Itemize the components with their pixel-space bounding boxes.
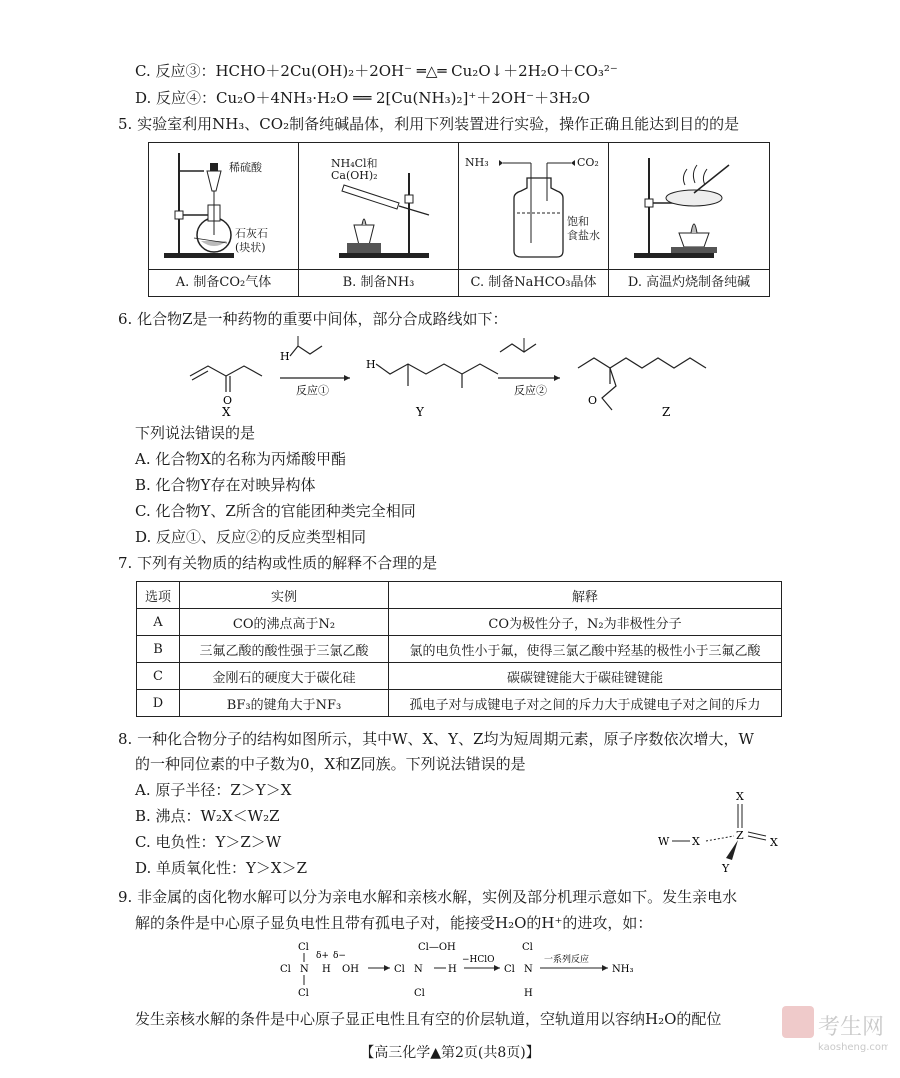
y-aldehyde-h: H xyxy=(366,358,376,371)
header-example: 实例 xyxy=(180,582,389,609)
mech-n: N xyxy=(300,964,309,975)
label-dilute-acid: 稀硫酸 xyxy=(229,161,262,174)
watermark-text: 考生网 xyxy=(818,1015,885,1040)
label-brine-1: 饱和 xyxy=(567,215,589,228)
apparatus-b-drawing xyxy=(299,143,459,270)
cell-option: D xyxy=(137,690,180,717)
q8-option-a: A. 原子半径：Z＞Y＞X xyxy=(135,781,292,799)
watermark-url: kaosheng.com xyxy=(818,1042,888,1053)
caption-b: B. 制备NH₃ xyxy=(299,269,458,296)
caption-c: C. 制备NaHCO₃晶体 xyxy=(459,269,608,296)
label-nh3: NH₃ xyxy=(465,156,489,169)
q8-molecule-structure xyxy=(650,778,790,878)
table-header-row xyxy=(137,582,782,609)
cell-explanation: 碳碳键键能大于碳硅键键能 xyxy=(389,663,782,690)
header-explanation: 解释 xyxy=(389,582,782,609)
q8-stem-1: 8. 一种化合物分子的结构如图所示，其中W、X、Y、Z均为短周期元素，原子序数依次增大，W xyxy=(118,730,754,748)
mol-x-left: X xyxy=(692,835,700,848)
page-footer: 【高三化学▲第2页(共8页)】 xyxy=(360,1045,540,1061)
cell-explanation: CO为极性分子，N₂为非极性分子 xyxy=(389,609,782,636)
q6-option-c: C. 化合物Y、Z所含的官能团种类完全相同 xyxy=(135,502,416,520)
cell-example: BF₃的键角大于NF₃ xyxy=(180,690,389,717)
label-z: Z xyxy=(662,405,671,419)
caption-d: D. 高温灼烧制备纯碱 xyxy=(609,269,769,296)
mech-cl-left-2: Cl xyxy=(394,964,405,975)
q4-option-d: D. 反应④：Cu₂O＋4NH₃·H₂O ══ 2[Cu(NH₃)₂]⁺＋2OH⁻＋3H₂O xyxy=(135,89,591,107)
q6-prompt: 下列说法错误的是 xyxy=(135,424,256,442)
label-x: X xyxy=(222,405,231,419)
apparatus-d xyxy=(609,143,769,296)
mech-minus-hclo: −HClO xyxy=(462,955,495,965)
mech-cl-left-3: Cl xyxy=(504,964,515,975)
mech-cl-left: Cl xyxy=(280,964,291,975)
table-row xyxy=(137,636,782,663)
apparatus-a xyxy=(149,143,299,296)
mech-h-3: H xyxy=(524,988,533,999)
apparatus-a-drawing xyxy=(149,143,299,270)
table-row xyxy=(137,663,782,690)
mech-cl-top: Cl xyxy=(298,942,309,953)
q4-option-c: C. 反应③：HCHO＋2Cu(OH)₂＋2OH⁻ ═△═ Cu₂O↓＋2H₂O＋CO₃²⁻ xyxy=(135,62,618,80)
cell-option: C xyxy=(137,663,180,690)
mech-cl-bottom: Cl xyxy=(298,988,309,999)
q8-option-b: B. 沸点：W₂X＜W₂Z xyxy=(135,807,280,825)
arrow1-h: H xyxy=(280,350,290,363)
mech-oh: OH xyxy=(342,964,359,975)
mech-n-3: N xyxy=(524,964,533,975)
mech-delta-minus: δ− xyxy=(333,951,346,961)
mol-y: Y xyxy=(722,862,730,875)
label-y: Y xyxy=(416,405,424,419)
apparatus-d-drawing xyxy=(609,143,769,270)
q6-option-d: D. 反应①、反应②的反应类型相同 xyxy=(135,528,367,546)
mech-clo: Cl—OH xyxy=(418,942,456,953)
q8-option-d: D. 单质氧化性：Y＞X＞Z xyxy=(135,859,308,877)
q9-mechanism xyxy=(278,938,658,1002)
label-limestone: 石灰石 xyxy=(235,227,268,240)
cell-explanation: 孤电子对与成键电子对之间的斥力大于成键电子对之间的斥力 xyxy=(389,690,782,717)
q5-stem: 5. 实验室利用NH₃、CO₂制备纯碱晶体，利用下列装置进行实验，操作正确且能达到目的的是 xyxy=(118,115,740,133)
q6-synthesis-scheme xyxy=(180,334,740,420)
q8-option-c: C. 电负性：Y＞Z＞W xyxy=(135,833,282,851)
q7-stem: 7. 下列有关物质的结构或性质的解释不合理的是 xyxy=(118,554,438,572)
mech-h-2: H xyxy=(448,964,457,975)
cell-option: B xyxy=(137,636,180,663)
q9-stem-1: 9. 非金属的卤化物水解可以分为亲电水解和亲核水解，实例及部分机理示意如下。发生亲电水 xyxy=(118,888,738,906)
table-row xyxy=(137,609,782,636)
mech-cl-top-3: Cl xyxy=(522,942,533,953)
header-option: 选项 xyxy=(137,582,180,609)
apparatus-b xyxy=(299,143,459,296)
cell-explanation: 氯的电负性小于氟，使得三氯乙酸中羟基的极性小于三氟乙酸 xyxy=(389,636,782,663)
table-row xyxy=(137,690,782,717)
reaction-2: 反应② xyxy=(514,384,547,397)
label-limestone-lump: (块状) xyxy=(235,241,266,254)
label-nh4cl: NH₄Cl和 xyxy=(331,157,378,170)
cell-example: 金刚石的硬度大于碳化硅 xyxy=(180,663,389,690)
mol-x-right: X xyxy=(770,836,778,849)
cell-example: CO的沸点高于N₂ xyxy=(180,609,389,636)
mol-x-top: X xyxy=(736,790,744,803)
q6-option-a: A. 化合物X的名称为丙烯酸甲酯 xyxy=(135,450,347,468)
mol-w: W xyxy=(658,835,670,848)
q6-stem: 6. 化合物Z是一种药物的重要中间体，部分合成路线如下： xyxy=(118,310,508,328)
cell-option: A xyxy=(137,609,180,636)
label-caoh2: Ca(OH)₂ xyxy=(331,169,378,182)
cell-example: 三氟乙酸的酸性强于三氯乙酸 xyxy=(180,636,389,663)
z-ketone-o: O xyxy=(588,394,598,407)
mech-n-2: N xyxy=(414,964,423,975)
mech-cl-bottom-2: Cl xyxy=(414,988,425,999)
reaction-1: 反应① xyxy=(296,384,329,397)
q7-table xyxy=(136,581,782,717)
label-brine-2: 食盐水 xyxy=(567,229,600,242)
q5-apparatus-figure xyxy=(148,142,770,297)
q9-stem-2: 解的条件是中心原子显负电性且带有孤电子对，能接受H₂O的H⁺的进攻，如： xyxy=(135,914,653,932)
apparatus-c xyxy=(459,143,609,296)
caption-a: A. 制备CO₂气体 xyxy=(149,269,298,296)
q9-stem-3: 发生亲核水解的条件是中心原子显正电性且有空的价层轨道，空轨道用以容纳H₂O的配位 xyxy=(135,1010,722,1028)
mech-nh3: NH₃ xyxy=(612,964,634,975)
q6-option-b: B. 化合物Y存在对映异构体 xyxy=(135,476,316,494)
mech-h: H xyxy=(322,964,331,975)
x-carbonyl-o: O xyxy=(223,394,233,407)
label-co2: CO₂ xyxy=(577,156,599,169)
q8-stem-2: 的一种同位素的中子数为0，X和Z同族。下列说法错误的是 xyxy=(135,755,526,773)
mech-delta-plus: δ+ xyxy=(316,951,329,961)
mol-z: Z xyxy=(736,829,744,842)
mech-series: 一系列反应 xyxy=(544,955,590,965)
